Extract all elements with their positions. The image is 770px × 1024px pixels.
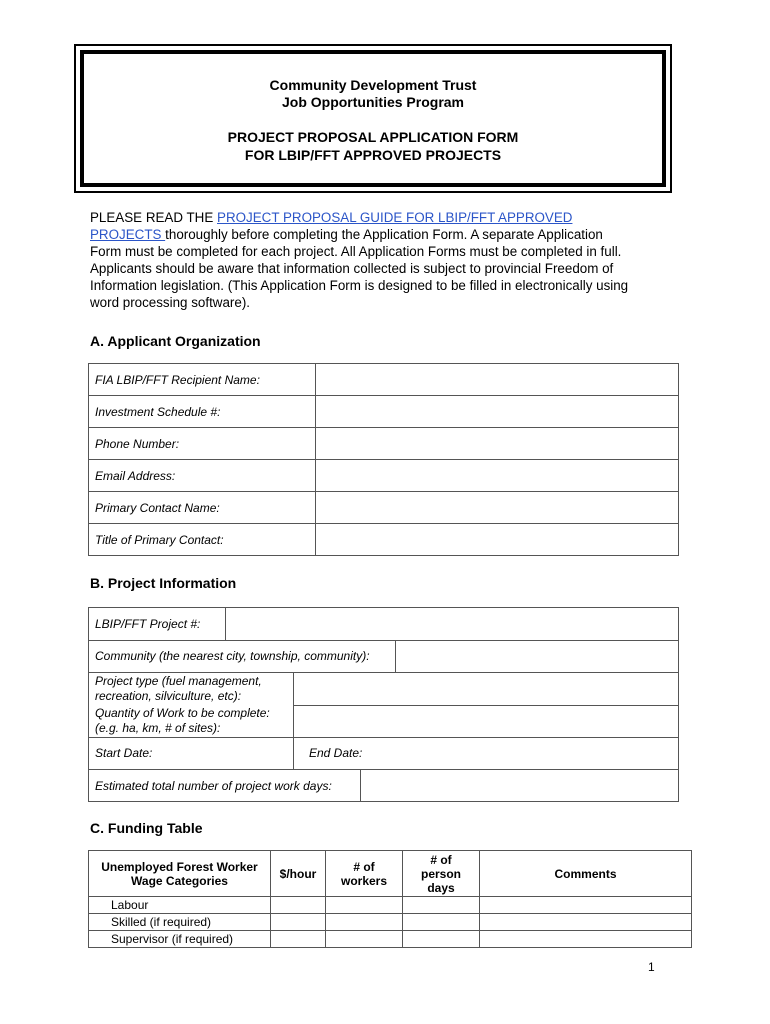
contact-title-label: Title of Primary Contact: [89, 524, 316, 556]
table-row [89, 460, 679, 492]
phone-label: Phone Number: [89, 428, 316, 460]
intro-text-5: word processing software). [90, 295, 251, 310]
project-type-field[interactable] [294, 673, 678, 705]
workers-header [326, 851, 403, 897]
section-a-title: A. Applicant Organization [90, 333, 261, 349]
quantity-field[interactable] [294, 706, 678, 737]
guide-link[interactable]: PROJECT PROPOSAL GUIDE FOR LBIP/FFT APPROVED [217, 210, 573, 225]
intro-text-1: thoroughly before completing the Application Form. A separate Application [165, 227, 603, 242]
supervisor-comments-field[interactable] [480, 931, 692, 948]
header-line: # of [353, 859, 375, 874]
header-line: # of [430, 852, 452, 867]
form-title: PROJECT PROPOSAL APPLICATION FORM [227, 129, 519, 145]
table-row [89, 524, 679, 556]
work-days-label: Estimated total number of project work days: [95, 779, 332, 793]
header-line: workers [340, 873, 388, 888]
table-row [89, 914, 692, 931]
schedule-label: Investment Schedule #: [89, 396, 316, 428]
table-header-row [89, 851, 692, 897]
start-date-label: Start Date: [95, 746, 153, 760]
supervisor-workers-field[interactable] [326, 931, 403, 948]
labour-comments-field[interactable] [480, 897, 692, 914]
phone-field[interactable] [316, 428, 679, 460]
guide-link-cont[interactable]: PROJECTS [90, 227, 166, 242]
applicant-table [88, 363, 679, 556]
skilled-workers-field[interactable] [326, 914, 403, 931]
labour-hour-field[interactable] [271, 897, 326, 914]
skilled-days-field[interactable] [403, 914, 480, 931]
supervisor-hour-field[interactable] [271, 931, 326, 948]
intro-text-2: Form must be completed for each project. All Application Forms must be completed in full. [90, 244, 622, 259]
hourly-rate-header: $/hour [271, 851, 326, 897]
project-number-label: LBIP/FFT Project #: [95, 617, 201, 631]
header-line: days [427, 880, 455, 895]
project-type-label [95, 674, 262, 704]
contact-name-field[interactable] [316, 492, 679, 524]
table-row [89, 428, 679, 460]
start-date-field[interactable] [150, 738, 292, 769]
intro-paragraph [90, 209, 670, 311]
org-title: Community Development Trust [269, 77, 477, 93]
email-label: Email Address: [89, 460, 316, 492]
skilled-hour-field[interactable] [271, 914, 326, 931]
funding-table [88, 850, 692, 948]
comments-header: Comments [480, 851, 692, 897]
end-date-field[interactable] [365, 738, 678, 769]
project-type-line: Project type (fuel management, [95, 674, 262, 688]
contact-title-field[interactable] [316, 524, 679, 556]
project-number-field[interactable] [226, 608, 678, 640]
labour-workers-field[interactable] [326, 897, 403, 914]
quantity-line: (e.g. ha, km, # of sites): [95, 721, 221, 735]
labour-days-field[interactable] [403, 897, 480, 914]
community-label: Community (the nearest city, township, community): [95, 649, 370, 663]
end-date-label: End Date: [309, 746, 363, 760]
quantity-label [95, 706, 270, 736]
skilled-comments-field[interactable] [480, 914, 692, 931]
section-c-title: C. Funding Table [90, 820, 203, 836]
skilled-label: Skilled (if required) [89, 914, 271, 931]
wage-category-header [89, 851, 271, 897]
table-row [89, 897, 692, 914]
intro-prefix: PLEASE READ THE [90, 210, 218, 225]
form-subtitle: FOR LBIP/FFT APPROVED PROJECTS [244, 147, 502, 163]
header-line: Unemployed Forest Worker [101, 859, 258, 874]
contact-name-label: Primary Contact Name: [89, 492, 316, 524]
schedule-field[interactable] [316, 396, 679, 428]
intro-text-4: Information legislation. (This Application Form is designed to be filled in electronically using [90, 278, 629, 293]
program-title: Job Opportunities Program [281, 94, 464, 110]
page-number: 1 [648, 960, 655, 974]
header-line: person [420, 866, 461, 881]
header-line: Wage Categories [131, 873, 228, 888]
table-row [89, 396, 679, 428]
section-b-title: B. Project Information [90, 575, 237, 591]
supervisor-days-field[interactable] [403, 931, 480, 948]
email-field[interactable] [316, 460, 679, 492]
quantity-line: Quantity of Work to be complete: [95, 706, 270, 720]
table-row [89, 492, 679, 524]
table-row [89, 364, 679, 396]
recipient-name-label: FIA LBIP/FFT Recipient Name: [89, 364, 316, 396]
project-type-line: recreation, silviculture, etc): [95, 689, 242, 703]
header-inner-border [80, 50, 666, 187]
community-field[interactable] [396, 641, 678, 672]
supervisor-label: Supervisor (if required) [89, 931, 271, 948]
table-row [89, 931, 692, 948]
work-days-field[interactable] [361, 770, 678, 801]
recipient-name-field[interactable] [316, 364, 679, 396]
person-days-header [403, 851, 480, 897]
intro-text-3: Applicants should be aware that information collected is subject to provincial Freedom of [90, 261, 614, 276]
labour-label: Labour [89, 897, 271, 914]
